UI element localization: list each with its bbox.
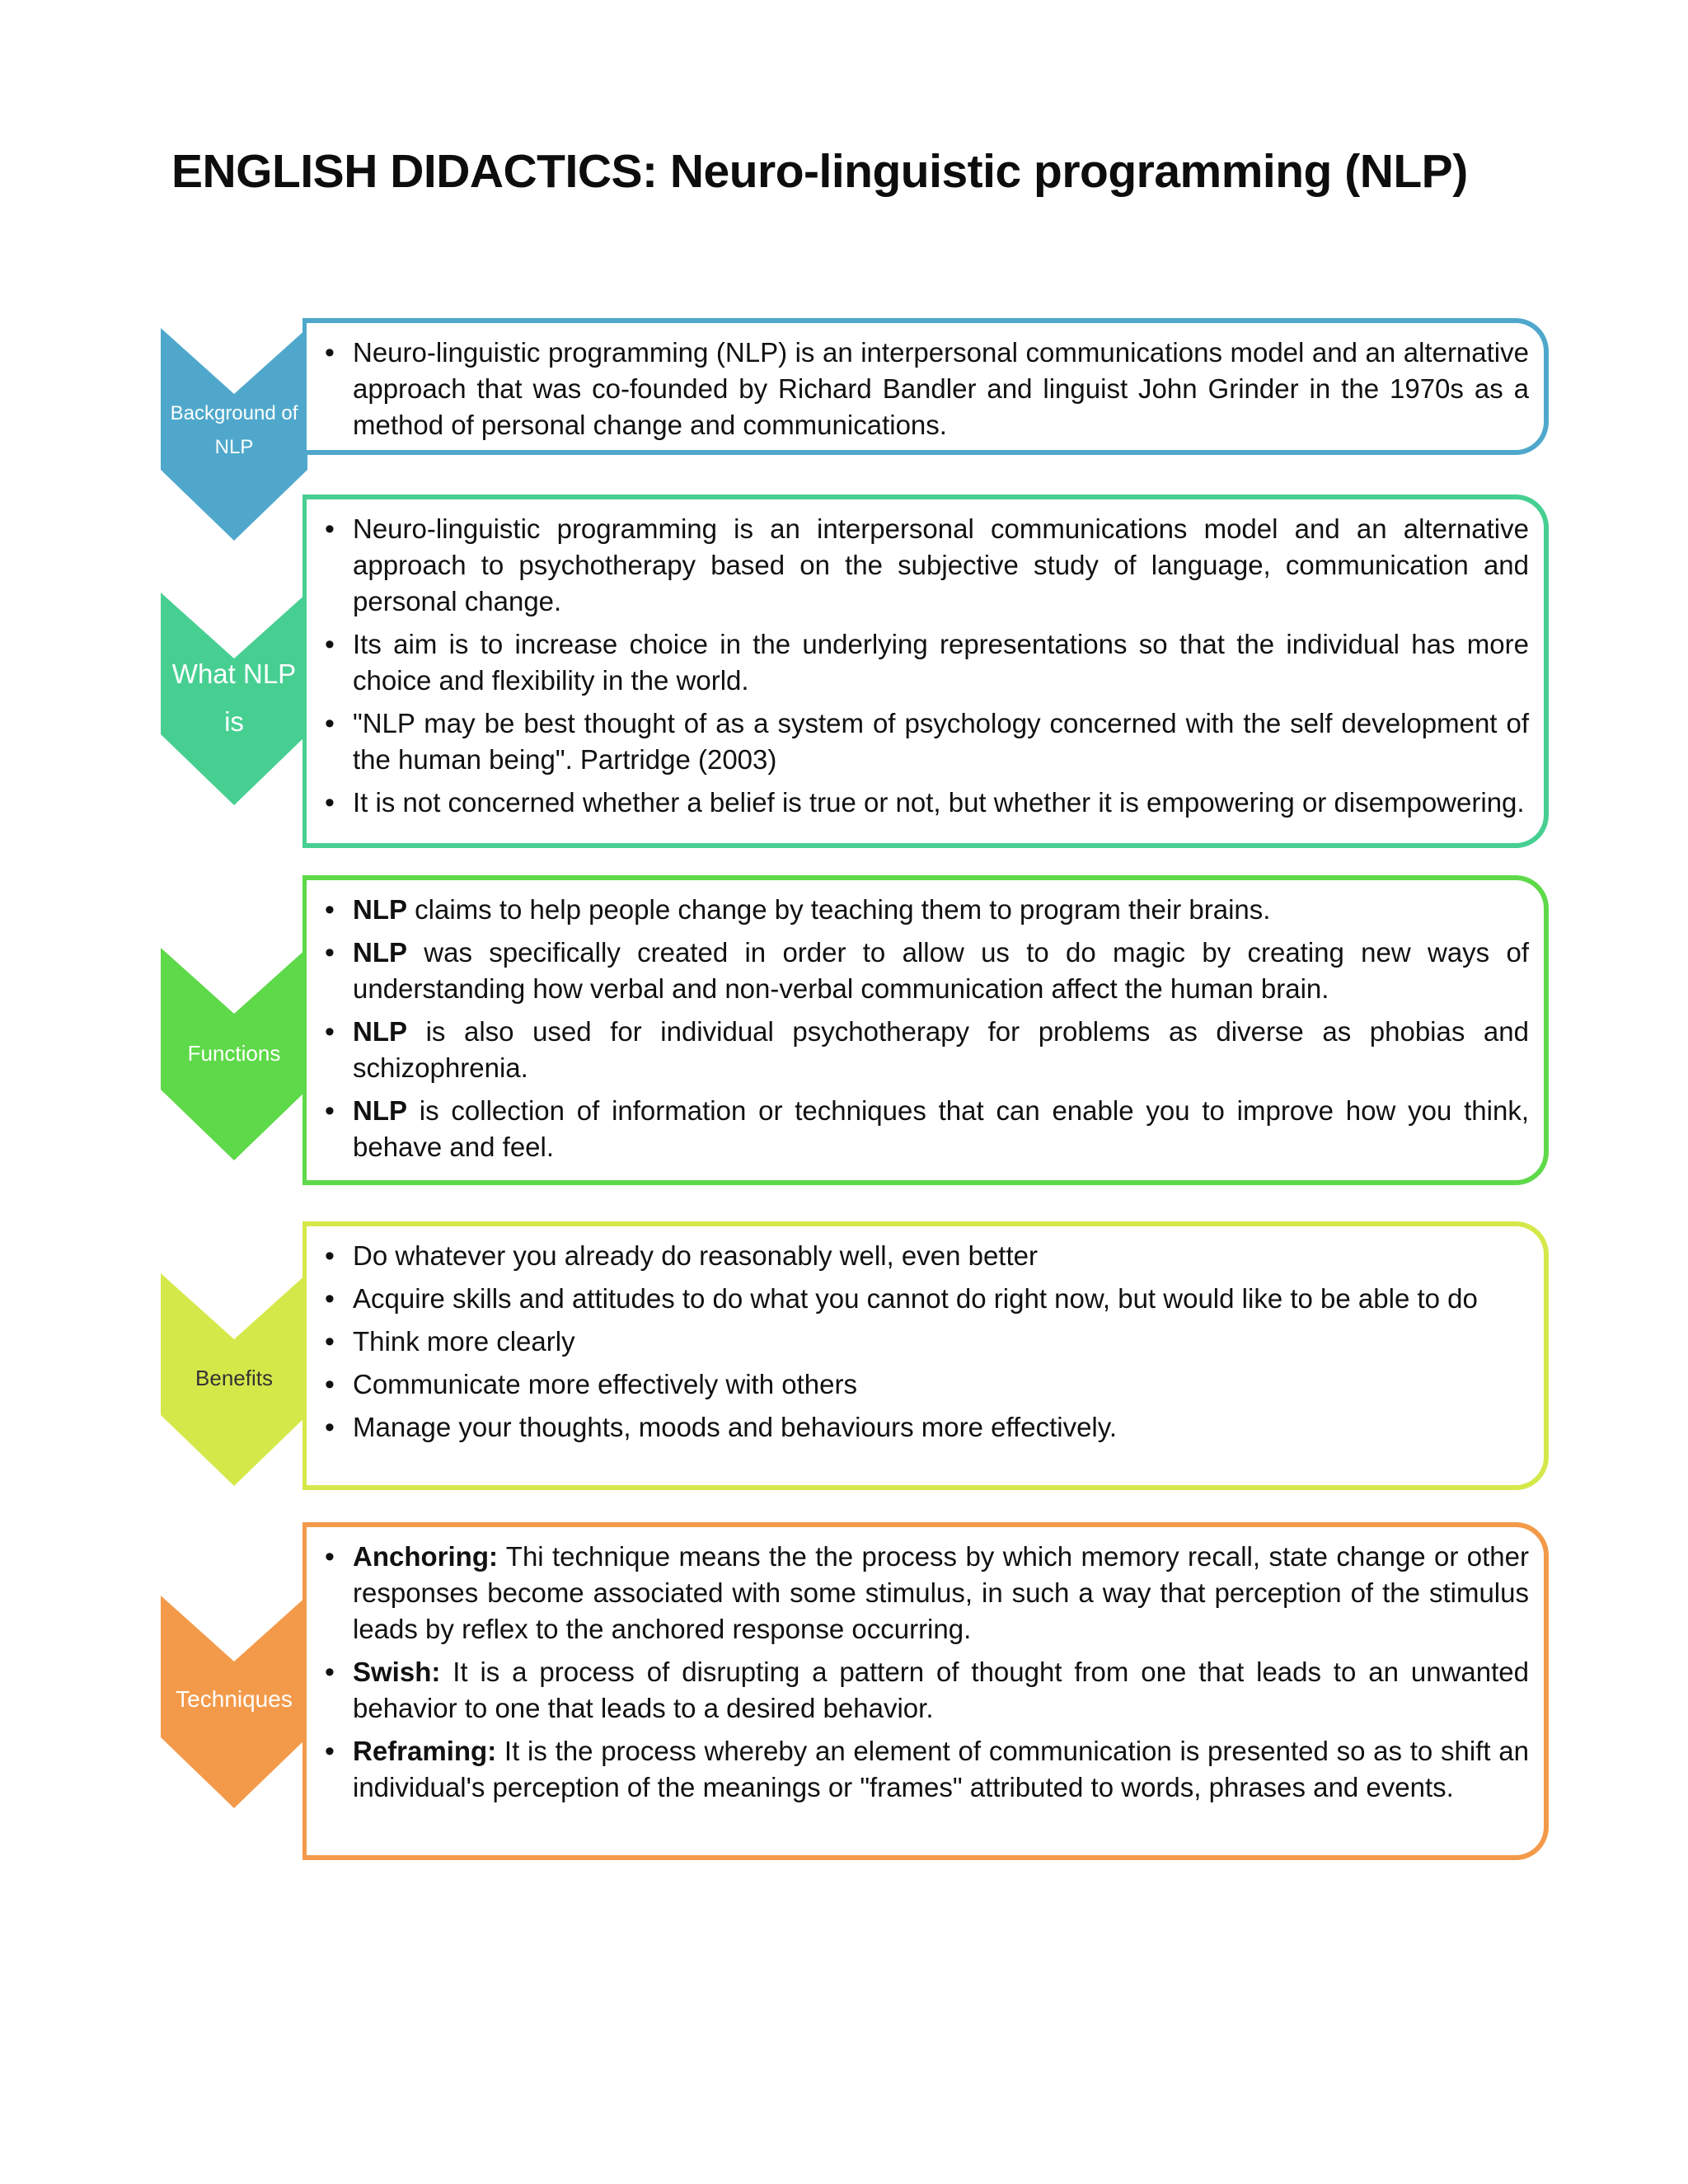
bullet-item: • Swish: It is a process of disrupting a pattern of thought from one that leads to an unwanted behavior to one that leads to a desired behavior. (323, 1654, 1529, 1727)
chevron-benefits (161, 1273, 307, 1486)
bullet-item: • Neuro-linguistic programming (NLP) is an interpersonal communications model and an alternative approach that was co-founded by Richard Bandler and linguist John Grinder in the 1970s as a method of personal change and communications. (323, 335, 1529, 443)
bullet-item: • It is not concerned whether a belief is true or not, but whether it is empowering or disempowering. (323, 785, 1529, 821)
chevron-background-of-nlp (161, 328, 307, 541)
bullet-item: • NLP is collection of information or techniques that can enable you to improve how you think, behave and feel. (323, 1093, 1529, 1165)
bullet-item: • Think more clearly (323, 1324, 1529, 1360)
section-label-line: is (224, 706, 244, 737)
section-box-techniques (302, 1522, 1549, 1860)
section-box-what-nlp-is (302, 494, 1549, 848)
section-box-functions (302, 875, 1549, 1185)
section-box-benefits (302, 1221, 1549, 1490)
bullet-item: • NLP is also used for individual psychotherapy for problems as diverse as phobias and schizophrenia. (323, 1014, 1529, 1086)
chevron-techniques (161, 1596, 307, 1808)
bullet-item: • Manage your thoughts, moods and behaviours more effectively. (323, 1409, 1529, 1446)
section-label-line: Background of (170, 402, 298, 424)
bullet-item: • Anchoring: Thi technique means the the process by which memory recall, state change or other responses become associated with some stimulus, in such a way that perception of the stimulus leads by reflex to the anchored response occurring. (323, 1539, 1529, 1647)
section-label-line: Functions (187, 1041, 281, 1066)
section-box-background (302, 318, 1549, 455)
section-label-line: Techniques (176, 1686, 293, 1712)
section-label-line: NLP (214, 435, 254, 458)
chevron-what-nlp-is (161, 593, 307, 805)
chevron-functions (161, 948, 307, 1160)
section-label-line: What NLP (171, 658, 297, 689)
bullet-item: • "NLP may be best thought of as a system of psychology concerned with the self development of the human being". Partridge (2003) (323, 705, 1529, 778)
bullet-item: • Its aim is to increase choice in the underlying representations so that the individual has more choice and flexibility in the world. (323, 626, 1529, 699)
bullet-item: • Do whatever you already do reasonably well, even better (323, 1238, 1529, 1274)
bullet-item: • Neuro-linguistic programming is an interpersonal communications model and an alternative approach to psychotherapy based on the subjective study of language, communication and personal change. (323, 511, 1529, 620)
section-label-line: Benefits (195, 1366, 273, 1390)
bullet-item: • NLP was specifically created in order to allow us to do magic by creating new ways of understanding how verbal and non-verbal communication affect the human brain. (323, 935, 1529, 1007)
bullet-item: • NLP claims to help people change by teaching them to program their brains. (323, 892, 1529, 928)
bullet-item: • Reframing: It is the process whereby an element of communication is presented so as to shift an individual's perception of the meanings or "frames" attributed to words, phrases and events. (323, 1733, 1529, 1806)
bullet-item: • Communicate more effectively with others (323, 1366, 1529, 1403)
page-title: ENGLISH DIDACTICS: Neuro-linguistic programming (NLP) (171, 145, 1468, 198)
bullet-item: • Acquire skills and attitudes to do what you cannot do right now, but would like to be able to do (323, 1281, 1529, 1317)
